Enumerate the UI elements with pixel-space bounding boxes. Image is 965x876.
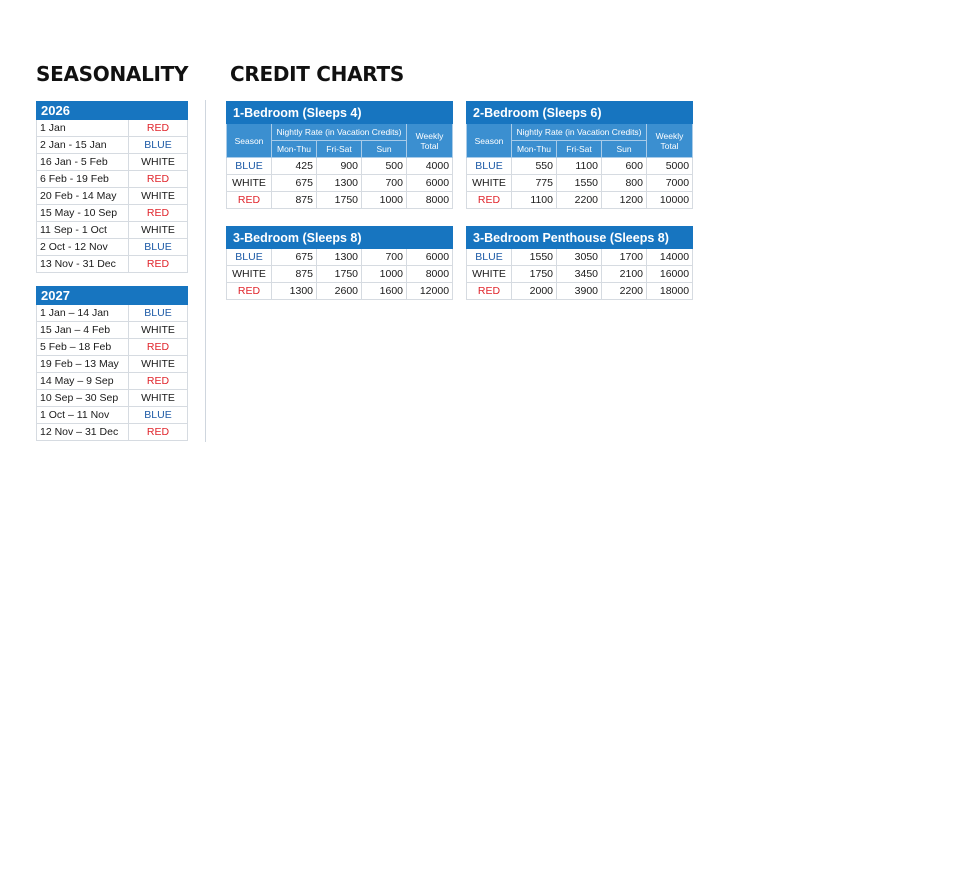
fri-sat-value: 900 (317, 158, 362, 175)
rate-table-title: 2-Bedroom (Sleeps 6) (467, 102, 693, 124)
season-year-row (37, 287, 188, 305)
season-date-range: 1 Oct – 11 Nov (37, 407, 129, 424)
rate-row (467, 158, 693, 175)
rate-season-code: WHITE (227, 266, 272, 283)
season-row (37, 222, 188, 239)
rate-season-code: WHITE (227, 175, 272, 192)
rate-row (467, 192, 693, 209)
season-date-range: 15 May - 10 Sep (37, 205, 129, 222)
rate-row (227, 192, 453, 209)
weekly-total-value: 8000 (407, 192, 453, 209)
rate-season-code: BLUE (227, 158, 272, 175)
fri-sat-value: 3450 (557, 266, 602, 283)
season-date-range: 5 Feb – 18 Feb (37, 339, 129, 356)
season-date-range: 10 Sep – 30 Sep (37, 390, 129, 407)
weekly-total-value: 4000 (407, 158, 453, 175)
sun-value: 700 (362, 175, 407, 192)
rate-table-2br (466, 101, 693, 209)
season-row (37, 120, 188, 137)
mon-thu-value: 675 (272, 249, 317, 266)
rate-row (227, 249, 453, 266)
season-row (37, 239, 188, 256)
season-year-title: 2026 (37, 102, 188, 120)
fri-sat-value: 2600 (317, 283, 362, 300)
season-column-header: Season (467, 124, 512, 158)
rate-row (467, 283, 693, 300)
mon-thu-value: 1300 (272, 283, 317, 300)
fri-sat-value: 1550 (557, 175, 602, 192)
mon-thu-value: 550 (512, 158, 557, 175)
mon-thu-value: 1550 (512, 249, 557, 266)
weekly-total-value: 7000 (647, 175, 693, 192)
mon-thu-value: 1100 (512, 192, 557, 209)
fri-sat-value: 2200 (557, 192, 602, 209)
fri-sat-value: 1750 (317, 266, 362, 283)
sun-value: 1000 (362, 192, 407, 209)
rate-table-3br (226, 226, 453, 300)
sun-header: Sun (362, 141, 407, 158)
season-date-range: 19 Feb – 13 May (37, 356, 129, 373)
season-row (37, 407, 188, 424)
season-code: RED (129, 424, 188, 441)
sun-value: 1200 (602, 192, 647, 209)
sun-header: Sun (602, 141, 647, 158)
season-code: RED (129, 205, 188, 222)
sun-value: 500 (362, 158, 407, 175)
season-table-2026 (36, 101, 188, 273)
nightly-rate-header: Nightly Rate (in Vacation Credits) (272, 124, 407, 141)
mon-thu-value: 875 (272, 266, 317, 283)
weekly-total-value: 18000 (647, 283, 693, 300)
weekly-total-header: Weekly Total (647, 124, 693, 158)
rate-header-row (227, 124, 453, 141)
mon-thu-header: Mon-Thu (272, 141, 317, 158)
section-divider (205, 100, 206, 442)
season-row (37, 154, 188, 171)
season-code: RED (129, 339, 188, 356)
season-code: RED (129, 120, 188, 137)
fri-sat-value: 1100 (557, 158, 602, 175)
rate-season-code: BLUE (467, 249, 512, 266)
season-date-range: 16 Jan - 5 Feb (37, 154, 129, 171)
rate-season-code: BLUE (467, 158, 512, 175)
sun-value: 1600 (362, 283, 407, 300)
sun-value: 1000 (362, 266, 407, 283)
season-code: BLUE (129, 239, 188, 256)
mon-thu-header: Mon-Thu (512, 141, 557, 158)
season-row (37, 339, 188, 356)
mon-thu-value: 675 (272, 175, 317, 192)
mon-thu-value: 1750 (512, 266, 557, 283)
season-row (37, 137, 188, 154)
rate-season-code: WHITE (467, 266, 512, 283)
season-date-range: 6 Feb - 19 Feb (37, 171, 129, 188)
season-column-header: Season (227, 124, 272, 158)
season-date-range: 2 Jan - 15 Jan (37, 137, 129, 154)
season-date-range: 12 Nov – 31 Dec (37, 424, 129, 441)
season-code: WHITE (129, 222, 188, 239)
rate-season-code: WHITE (467, 175, 512, 192)
rate-title-row (227, 227, 453, 249)
sun-value: 700 (362, 249, 407, 266)
season-date-range: 1 Jan – 14 Jan (37, 305, 129, 322)
rate-title-row (467, 102, 693, 124)
season-code: RED (129, 256, 188, 273)
season-date-range: 20 Feb - 14 May (37, 188, 129, 205)
rate-season-code: RED (227, 283, 272, 300)
weekly-total-value: 6000 (407, 249, 453, 266)
rate-row (227, 266, 453, 283)
rate-header-row (467, 124, 693, 141)
weekly-total-value: 6000 (407, 175, 453, 192)
seasonality-heading: SEASONALITY (36, 62, 189, 86)
rate-table-1br (226, 101, 453, 209)
season-row (37, 171, 188, 188)
fri-sat-header: Fri-Sat (317, 141, 362, 158)
sun-value: 800 (602, 175, 647, 192)
fri-sat-value: 3900 (557, 283, 602, 300)
rate-row (227, 175, 453, 192)
season-code: WHITE (129, 322, 188, 339)
weekly-total-value: 16000 (647, 266, 693, 283)
season-date-range: 13 Nov - 31 Dec (37, 256, 129, 273)
weekly-total-value: 5000 (647, 158, 693, 175)
rate-row (467, 266, 693, 283)
rate-table-title: 1-Bedroom (Sleeps 4) (227, 102, 453, 124)
rate-title-row (467, 227, 693, 249)
season-row (37, 424, 188, 441)
season-row (37, 390, 188, 407)
credit-charts-heading: CREDIT CHARTS (230, 62, 404, 86)
fri-sat-value: 1300 (317, 175, 362, 192)
rate-row (467, 175, 693, 192)
mon-thu-value: 875 (272, 192, 317, 209)
season-row (37, 256, 188, 273)
mon-thu-value: 775 (512, 175, 557, 192)
weekly-total-value: 8000 (407, 266, 453, 283)
season-code: WHITE (129, 154, 188, 171)
season-code: BLUE (129, 407, 188, 424)
season-row (37, 305, 188, 322)
rate-row (227, 283, 453, 300)
season-date-range: 15 Jan – 4 Feb (37, 322, 129, 339)
fri-sat-value: 1750 (317, 192, 362, 209)
mon-thu-value: 2000 (512, 283, 557, 300)
season-date-range: 2 Oct - 12 Nov (37, 239, 129, 256)
rate-season-code: RED (467, 283, 512, 300)
season-row (37, 188, 188, 205)
fri-sat-header: Fri-Sat (557, 141, 602, 158)
season-date-range: 1 Jan (37, 120, 129, 137)
rate-title-row (227, 102, 453, 124)
mon-thu-value: 425 (272, 158, 317, 175)
rate-season-code: RED (467, 192, 512, 209)
sun-value: 1700 (602, 249, 647, 266)
season-code: BLUE (129, 305, 188, 322)
rate-season-code: RED (227, 192, 272, 209)
season-row (37, 205, 188, 222)
season-date-range: 14 May – 9 Sep (37, 373, 129, 390)
rate-table-title: 3-Bedroom (Sleeps 8) (227, 227, 453, 249)
fri-sat-value: 1300 (317, 249, 362, 266)
sun-value: 2200 (602, 283, 647, 300)
season-code: BLUE (129, 137, 188, 154)
sun-value: 2100 (602, 266, 647, 283)
season-date-range: 11 Sep - 1 Oct (37, 222, 129, 239)
season-code: WHITE (129, 356, 188, 373)
nightly-rate-header: Nightly Rate (in Vacation Credits) (512, 124, 647, 141)
season-code: RED (129, 373, 188, 390)
rate-row (467, 249, 693, 266)
sun-value: 600 (602, 158, 647, 175)
season-row (37, 322, 188, 339)
season-code: WHITE (129, 188, 188, 205)
rate-table-title: 3-Bedroom Penthouse (Sleeps 8) (467, 227, 693, 249)
weekly-total-value: 10000 (647, 192, 693, 209)
weekly-total-value: 14000 (647, 249, 693, 266)
season-row (37, 356, 188, 373)
fri-sat-value: 3050 (557, 249, 602, 266)
season-row (37, 373, 188, 390)
season-code: RED (129, 171, 188, 188)
rate-season-code: BLUE (227, 249, 272, 266)
weekly-total-value: 12000 (407, 283, 453, 300)
rate-table-ph (466, 226, 693, 300)
rate-row (227, 158, 453, 175)
season-year-row (37, 102, 188, 120)
weekly-total-header: Weekly Total (407, 124, 453, 158)
season-table-2027 (36, 286, 188, 441)
season-year-title: 2027 (37, 287, 188, 305)
season-code: WHITE (129, 390, 188, 407)
